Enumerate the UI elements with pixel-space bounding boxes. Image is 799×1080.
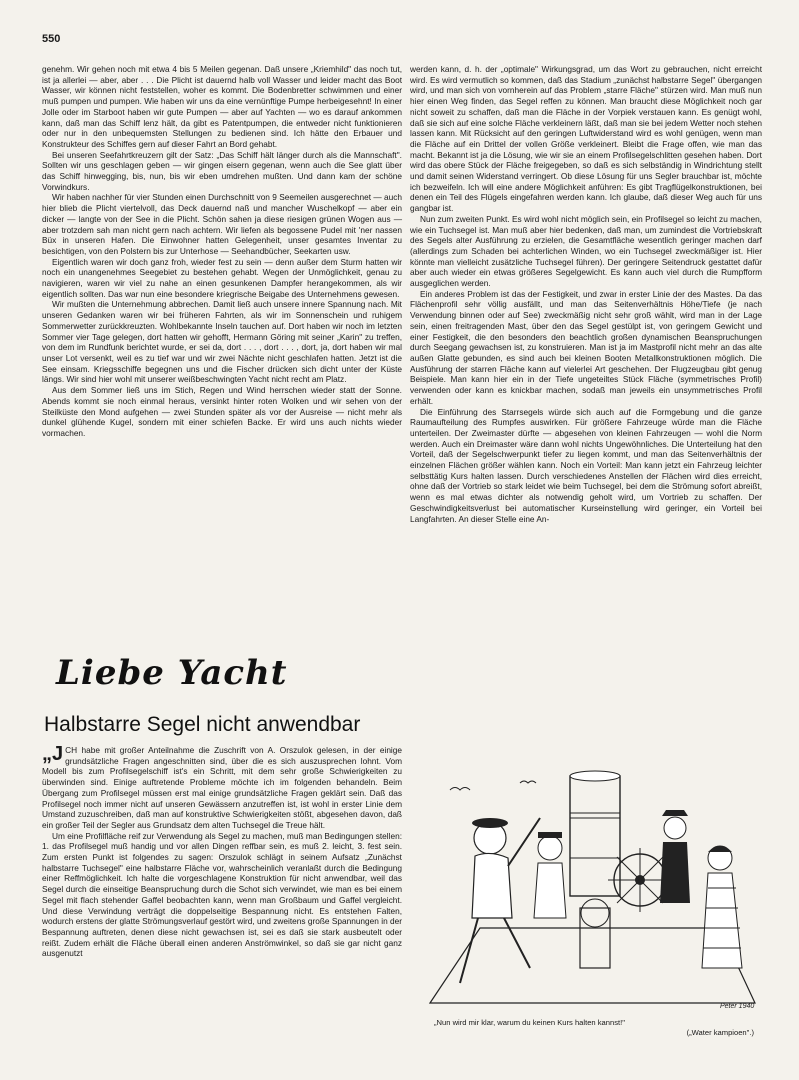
paragraph: Bei unseren Seefahrtkreuzern gilt der Satz: „Das Schiff hält länger durch als die Mannschaft". Sollten wir uns geschlagen geben — wir gingen eisern gegenan, wenn auch die See glatt über das Schiff hinwegging, bis, nun, bis wir eben umdrehen mußten. Und dann kam der schöne Vorwindkurs. — [42, 149, 402, 192]
paragraph: Ein anderes Problem ist das der Festigkeit, und zwar in erster Linie der des Mastes. Da das Flächenprofil sehr völlig ausfällt, und man das Seitenverhältnis Höhe/Tiefe (je nach Verwendung binnen oder auf See) zweckmäßig nicht sehr groß wählt, wird man in der Lage sein, einen freitragenden Mast, über den das Segel gestülpt ist, von geringem Gewicht und einer Festigkeit, die den besonders den beachtlich großen dynamischen Beanspruchungen durch Seegang gewachsen ist, zu konstruieren. Man ist ja im Mastprofil nicht mehr an das alte außen Glatte gebunden, es sind auch bei kleinen Booten Metallkonstruktionen möglich. Die Ausführung der starren Fläche kann auf vielerlei Art geschehen. Der Flugzeugbau gibt genug Beispiele. Man kann hier ein in der Tiefe ungeteiltes Stück Fläche (symmetrisches Profil) verwenden oder kann es knickbar machen, sodaß man jeweils ein unsymmetrisches Profil erhält. — [410, 288, 762, 406]
paragraph: Um eine Profilfläche reif zur Verwendung als Segel zu machen, muß man Bedingungen stellen: 1. das Profilsegel muß handig und vor allen Dingen reffbar sein, es muß 2. leicht, 3. fest sein. Zum ersten Punkt ist folgendes zu sagen: Orszulok schlägt in seinem Aufsatz „Zunächst halbstarre Tuchsegel" eine halbstarre Fläche vor, wahrscheinlich veranlaßt durch die Bedingung einer Reffmöglichkeit. Ich halte die vorgeschlagene Konstruktion für nicht anwendbar, weil das Segel durch die einseitige Beanspruchung durch die Schot sich verwindet, wie man es bei einem Segel mit flach stehender Gaffel beobachten kann, wenn man Großbaum und Gaffel vergleicht. Und diese Verwindung verträgt die doppelseitige Bespannung nicht. Es entstehen Falten, wodurch erstens der glatte Strömungsverlauf gestört wird, und zweitens große Spannungen in der Bespannung auftreten, denen diese nicht gewachsen ist, sei es daß sie stark ausbeutelt oder reißt. Zudem erhält die Fläche überall einen anderen Anströmwinkel, so daß sie gar nicht ganz ausgenutzt — [42, 830, 402, 959]
paragraph: Nun zum zweiten Punkt. Es wird wohl nicht möglich sein, ein Profilsegel so leicht zu machen, wie ein Tuchsegel ist. Man muß aber hier bedenken, daß man, um zumindest die Vortriebskraft des Segels alter Ausführung zu erzielen, die Gesamtfläche wesentlich geringer machen darf (allerdings zum Schaden bei achterlichen Winden, wo ein Tuchsegel zweckmäßiger ist. Hier könnte man vielleicht zusätzliche Tuchsegel führen). Der geringere Seitendruck gestattet dafür aber auch wieder ein etwas größeres Segelgewicht. Es kann auch viel durch die Rumpfform ausgeglichen werden. — [410, 213, 762, 289]
article-headline: Halbstarre Segel nicht anwendbar — [44, 713, 361, 736]
left-column — [42, 64, 402, 439]
illustration-caption — [434, 1018, 754, 1037]
section-masthead: Liebe Yacht — [56, 653, 288, 693]
paragraph: werden kann, d. h. der „optimale" Wirkungsgrad, um das Wort zu gebrauchen, nicht erreicht wird. Es wird vermutlich so kommen, daß das Stadium „zunächst halbstarre Segel" übergangen wird, und man sich von vornherein auf das Problem „starre Fläche" stürzen wird. Man muß nun hier einen Weg finden, das Segel reffen zu können. Man braucht diese Möglichkeit noch gar nicht soweit zu schaffen, daß man die Fläche in der Vorpiek verstauen kann. Es genügt wohl, daß sie sich auf eine solche Fläche verkleinern läßt, daß man sie bei jedem Wetter noch stehen lassen kann. Mit Rücksicht auf den geringen Luftwiderstand wird es wohl genügen, wenn man die Fläche auf ein Drittel der vollen Größe verkleinert. Bleibt die Frage offen, wie man das macht. Bekannt ist ja die Lösung, wie wir sie an einem Profilsegelschlitten gesehen haben. Dort wird das obere Stück der Fläche freigegeben, so daß es sich selbständig in Windrichtung stellt und damit seinen Widerstand verringert. Ob diese Lösung für uns Segler brauchbar ist, möchte ich bezweifeln. Ich will eine andere Möglichkeit anführen: Es gibt Tragflügelkonstruktionen, bei denen ein Teil des Flügels eingefahren werden kann. Ich glaube, daß dieser Weg auch für uns gangbar ist. — [410, 64, 762, 214]
caption-source: („Water kampioen".) — [686, 1027, 754, 1037]
page-number: 550 — [42, 33, 61, 45]
artist-signature: Peter 1940 — [720, 1003, 755, 1010]
caption-text: „Nun wird mir klar, warum du keinen Kurs halten kannst!" — [434, 1018, 625, 1027]
paragraph-text: CH habe mit großer Anteilnahme die Zuschrift von A. Orszulok gelesen, in der einige grundsätzliche Fragen angeschnitten sind, über die es sich auszusprechen lohnt. Vom Modell bis zum Profilsegelschiff ist's ein Schritt, mit dem sehr große Schwierigkeiten zu überwinden sind. Einige auftretende Probleme möchte ich im folgenden behandeln. Beim Übergang zum Profilsegel müssen erst mal einige grundsätzliche Fragen geklärt sein. Daß das Profilsegel noch immer nicht auf unseren Gewässern anzutreffen ist, ist wohl in erster Linie dem Umstand zuzuschreiben, daß man auf konstruktive Schwierigkeiten stößt, abgesehen davon, daß ein großer Teil der Segler aus Grundsatz dem alten Tuchsegel die Treue hält. — [42, 745, 402, 830]
drop-cap: „J — [42, 743, 64, 765]
paragraph — [42, 745, 402, 831]
cartoon-illustration — [420, 768, 760, 1013]
paragraph: Eigentlich waren wir doch ganz froh, wieder fest zu sein — denn außer dem Sturm hatten wir noch ein unangenehmes Seegebiet zu bestehen gehabt. Wegen der Unmöglichkeit, genau zu navigieren, waren wir viel zu nahe an einen gesunkenen Dampfer herangekommen, als wir eigentlich sollten. Das war nun eine besondere kriegrische Beigabe des Unternehmens gewesen. — [42, 256, 402, 299]
paragraph: genehm. Wir gehen noch mit etwa 4 bis 5 Meilen gegenan. Daß unsere „Kriemhild" das noch tut, ist ja allerlei — aber, aber . . . Die Plicht ist dauernd halb voll Wasser und leider macht das Boot Wasser, wir können nicht feststellen, woher es kommt. Die Bodenbretter schwimmen und einer muß pumpen und pumpen. Wie haben wir uns da eine vernünftige Pumpe herbeigesehnt! In einer Jolle oder im Starboot haben wir gute Pumpen — aber auf Yachten — wo es darauf ankommen kann, daß man das Schiff lenz hält, da gibt es Patentpumpen, die entweder nicht funktionieren oder nur in den unbequemsten Stellungen zu bedienen sind. Ich hätte den Erbauer und Konstrukteur des Schiffes gern auf dieser Fahrt an Bord gehabt. — [42, 64, 402, 149]
paragraph: Wir mußten die Unternehmung abbrechen. Damit ließ auch unsere innere Spannung nach. Mit unseren Gedanken waren wir bei früheren Fahrten, als wir im Sonnenschein und ruhigem Sommerwetter zurückkreuzten. Wohlbekannte Inseln tauchen auf. Dort haben wir noch im letzten Sommer vier Tage gelegen, dort hatten wir gehofft, Hermann Göring mit seiner „Karin" zu treffen, von dem im Rundfunk berichtet wurde, er sei da, dort . . . , dort . . . , dort, ja, dort haben wir mal unser Lot versenkt, weil es zu tief war und wir zwei Nächte nicht geschlafen hatten. Jetzt ist die See einsam. Kriegsschiffe begegnen uns und die Fischer drücken sich dicht unter der Küste längs. Wir sind hier wohl mit unserer weißbeschwingten Yacht nicht recht am Platz. — [42, 299, 402, 385]
paragraph: Wir haben nachher für vier Stunden einen Durchschnitt von 9 Seemeilen ausgerechnet — auch hier blieb die Plicht viertelvoll, das Deck dauernd naß und mancher Wuschelkopf — aber ein dicker — langte von der See in die Plicht. Schön sahen ja diese riesigen grünen Wogen aus — aber trotzdem sah man nicht gern nach achtern. Wir liefen als begossene Pudel mit 'ner nassen Büx in unseren Hafen. Die Einwohner hatten Gelegenheit, unser gesamtes Inventar zu besichtigen, von den Polstern bis zur Unterhose — Seehandbücher, Seekarten usw. — [42, 192, 402, 256]
paragraph: Die Einführung des Starrsegels würde sich auch auf die Formgebung und die ganze Raumaufteilung des Rumpfes auswirken. Für größere Fahrzeuge würde man die Fläche unterteilen. Der Zweimaster dürfte — abgesehen von kleinen Fahrzeugen — wohl die Norm werden. Auch ein Dreimaster wäre dann wohl nichts Ungewöhnliches. Die Unterteilung hat den Vorteil, daß der Segelschwerpunkt tiefer zu liegen kommt, und man das Seitenverhältnis der einzelnen Flächen größer wählen kann. Noch ein Vorteil: Man kann jetzt ein Fahrzeug leichter selbsttätig Kurs halten lassen. Durch verschiedenes Anstellen der Flächen wird dies erreicht, ohne daß der Vortrieb so stark leidet wie beim Tuchsegel, bei dem die Strömung sofort abreißt, wenn es mal etwas dichter als notwendig geholt wird, um Vortrieb zu schaffen. Der Geschwindigkeitsverlust bei automatischer Kurseinstellung wird geringer, ein Vorteil bei Langfahrten. An dieser Stelle eine An- — [410, 406, 762, 524]
paragraph: Aus dem Sommer ließ uns im Stich, Regen und Wind herrschen wieder statt der Sonne. Abends kommt sie noch einmal heraus, versinkt hinter roten Wolken und wir sehen von der Steilküste den Mond aufgehen — zwei Stunden später als vor der Ausreise — nicht mehr als dunkel glühende Kugel, sondern mit einer schiefen Backe. Er wird uns auch nichts wieder vormachen. — [42, 385, 402, 438]
right-column — [410, 64, 762, 524]
article-body — [42, 745, 402, 959]
